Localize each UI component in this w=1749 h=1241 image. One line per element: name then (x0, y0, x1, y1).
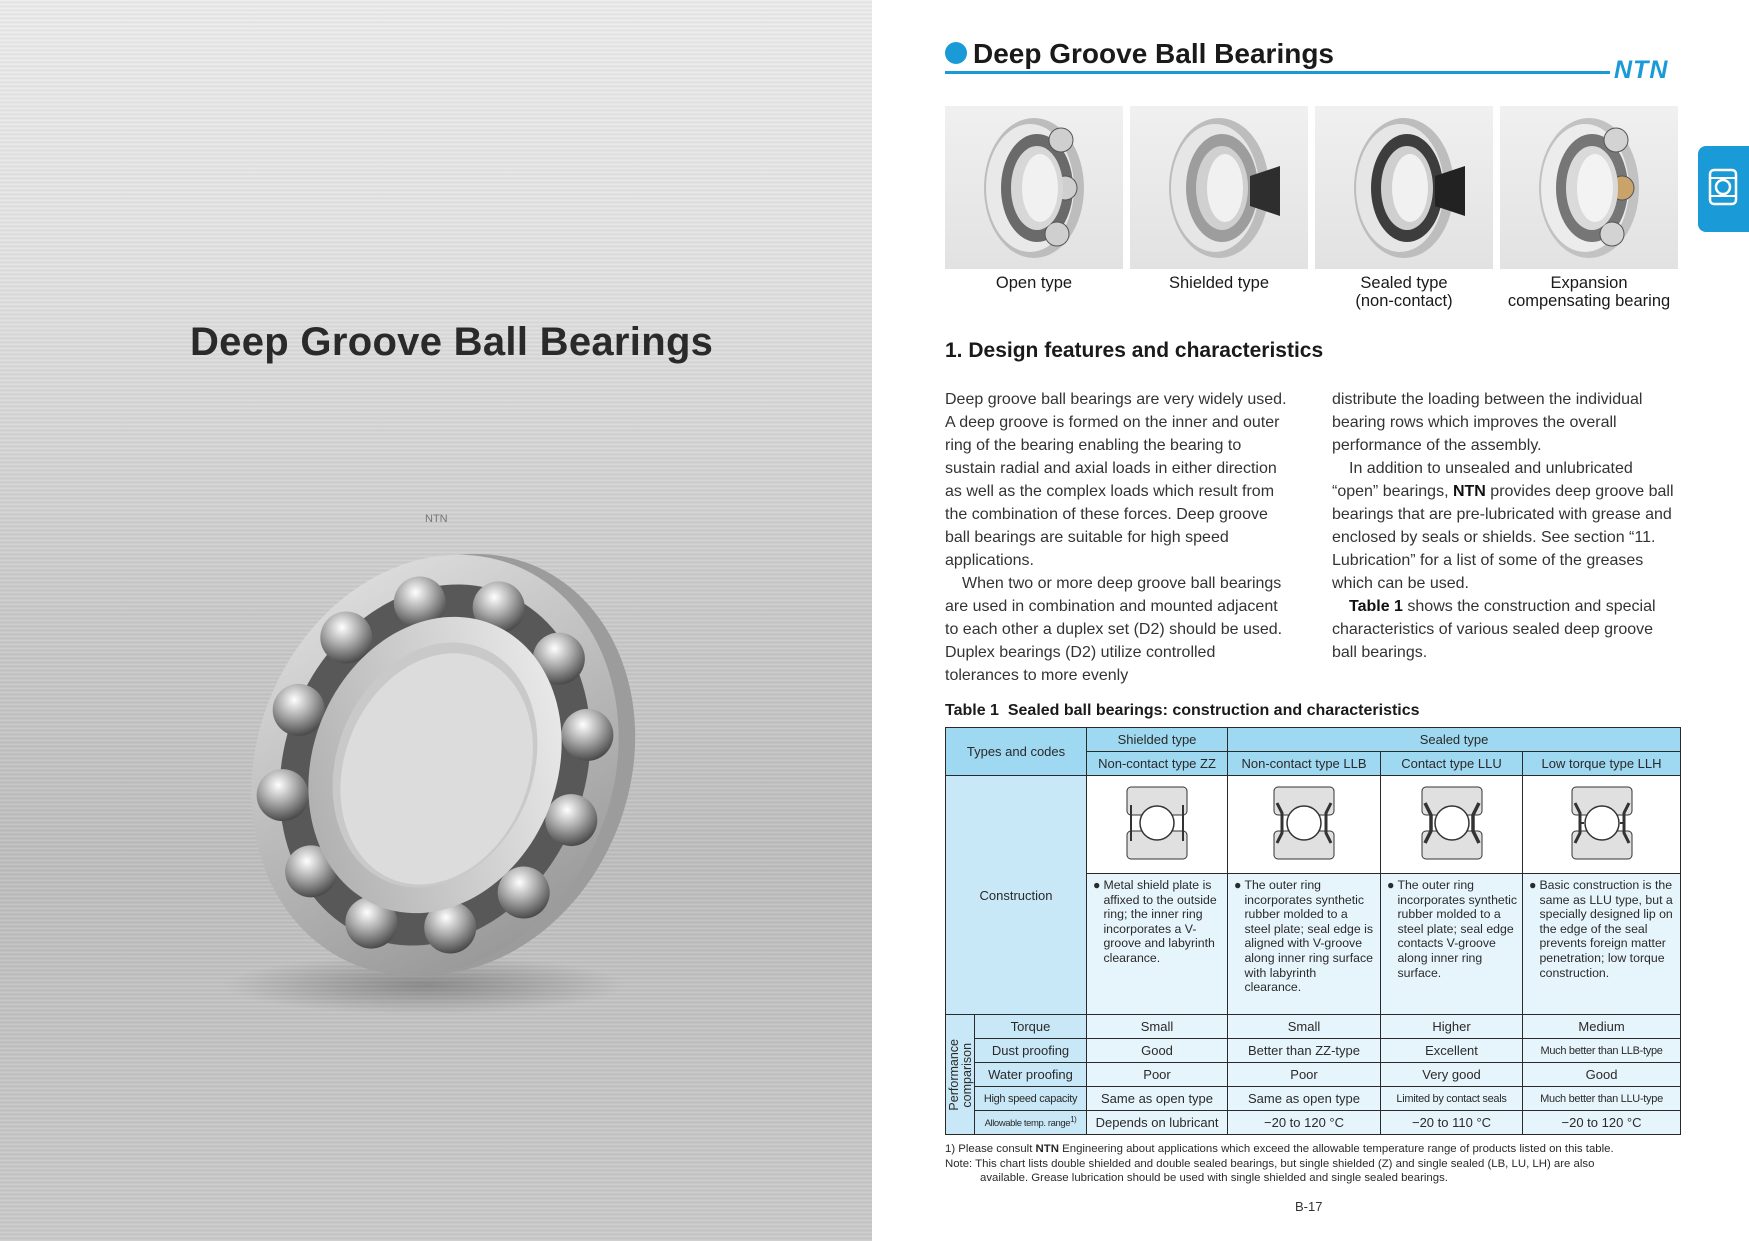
table-row (946, 1039, 1681, 1063)
table-cell: Better than ZZ-type (1228, 1039, 1381, 1063)
table-cell: Same as open type (1228, 1087, 1381, 1111)
bearing-hero-image (220, 510, 660, 1030)
paragraph: Deep groove ball bearings are very widely used. A deep groove is formed on the inner and outer ring of the bearing enabling the bearing to sustain radial and axial loads in either direction as well as the complex loads which result from the combination of these forces. Deep groove ball bearings are suitable for high speed applications. (945, 391, 1287, 569)
construction-diagram-row (946, 776, 1681, 874)
caption-sealed-type: Sealed type (non-contact) (1355, 274, 1453, 310)
bullet-icon: ● (1234, 878, 1242, 892)
table-cell: Poor (1228, 1063, 1381, 1087)
row-label: Torque (975, 1015, 1087, 1039)
open-bearing-icon (945, 106, 1123, 269)
table-cell: Good (1087, 1039, 1228, 1063)
paragraph: distribute the loading between the individual bearing rows which improves the overall performance of the assembly. (1332, 391, 1643, 454)
table-cell: Small (1087, 1015, 1228, 1039)
shielded-type-header: Shielded type (1087, 728, 1228, 752)
llu-section-diagram (1416, 783, 1488, 863)
bearing-tab-icon (1698, 146, 1749, 232)
ntn-logo: NTN (1614, 56, 1669, 84)
page-number: B-17 (1295, 1199, 1323, 1214)
table-cell: Medium (1523, 1015, 1681, 1039)
construction-label: Construction (946, 776, 1087, 1015)
diagram-cell (1228, 776, 1381, 874)
construction-table (945, 727, 1681, 1135)
body-column-left (945, 388, 1290, 687)
table-header-row (946, 728, 1681, 752)
title-rule (945, 71, 1610, 74)
code-llu: Contact type LLU (1381, 752, 1523, 776)
body-column-right (1332, 388, 1677, 664)
footnote-marker: 1) (1070, 1115, 1077, 1125)
expansion-type-photo (1500, 106, 1678, 269)
page-title: Deep Groove Ball Bearings (973, 38, 1335, 69)
table-cell: Much better than LLU-type (1523, 1087, 1681, 1111)
caption-shielded-type: Shielded type (1169, 274, 1269, 292)
cover-title: Deep Groove Ball Bearings (190, 320, 714, 364)
paragraph: Table 1 shows the construction and special characteristics of various sealed deep groove ball bearings. (1332, 598, 1656, 661)
table-row (946, 1015, 1681, 1039)
shielded-bearing-icon (1130, 106, 1308, 269)
bullet-icon: ● (1387, 878, 1395, 892)
construction-desc-zz: ● Metal shield plate is affixed to the outside ring; the inner ring incorporates a V-groove and labyrinth clearance. (1087, 874, 1228, 1015)
sealed-bearing-icon (1315, 106, 1493, 269)
table-row (946, 1111, 1681, 1135)
table-cell: Poor (1087, 1063, 1228, 1087)
caption-expansion-type: Expansion compensating bearing (1507, 274, 1671, 310)
table-row (946, 1063, 1681, 1087)
cover-page (0, 0, 872, 1241)
shielded-type-photo (1130, 106, 1308, 269)
table-cell: Good (1523, 1063, 1681, 1087)
brand-name: NTN (1452, 483, 1486, 500)
brand-name: NTN (1035, 1143, 1059, 1155)
bearing-engraving: NTN (425, 513, 448, 525)
llb-section-diagram (1268, 783, 1340, 863)
diagram-cell (1381, 776, 1523, 874)
footnote-1: 1) Please consult NTN Engineering about applications which exceed the allowable temperature range of products listed on this table. (945, 1143, 1614, 1155)
table-cell: Depends on lubricant (1087, 1111, 1228, 1135)
expansion-bearing-icon (1500, 106, 1678, 269)
sealed-type-header: Sealed type (1228, 728, 1681, 752)
row-label: High speed capacity (975, 1087, 1087, 1111)
table-row (946, 1087, 1681, 1111)
title-bullet (945, 42, 967, 64)
construction-desc-llu: ● The outer ring incorporates synthetic rubber molded to a steel plate; seal edge contacts V-groove along inner ring surface. (1381, 874, 1523, 1015)
table-title: Sealed ball bearings: construction and characteristics (1007, 702, 1420, 719)
footnote-note-continued: available. Grease lubrication should be used with single shielded and single sealed bearings. (980, 1172, 1448, 1184)
construction-desc-llh: ● Basic construction is the same as LLU type, but a specially designed lip on the edge of the seal prevents foreign matter penetration; low torque construction. (1523, 874, 1681, 1015)
table-reference[interactable]: Table 1 (1349, 598, 1403, 615)
code-llh: Low torque type LLH (1523, 752, 1681, 776)
table-cell: Very good (1381, 1063, 1523, 1087)
diagram-cell (1523, 776, 1681, 874)
table-cell: Limited by contact seals (1381, 1087, 1523, 1111)
performance-group-label: Performance comparison (946, 1015, 975, 1135)
table-caption (945, 702, 1420, 720)
types-codes-header: Types and codes (946, 728, 1087, 776)
caption-open-type: Open type (995, 274, 1073, 292)
bullet-icon: ● (1529, 878, 1537, 892)
section-tab[interactable] (1698, 146, 1749, 232)
row-label: Dust proofing (975, 1039, 1087, 1063)
diagram-cell (1087, 776, 1228, 874)
paragraph: In addition to unsealed and unlubricated “open” bearings, NTN provides deep groove ball bearings that are pre-lubricated with grease and enclosed by seals or shields. See section “11. Lubrication” for a list of some of the greases which can be used. (1332, 460, 1674, 592)
table-cell: −20 to 120 °C (1228, 1111, 1381, 1135)
row-label: Water proofing (975, 1063, 1087, 1087)
zz-section-diagram (1121, 783, 1193, 863)
table-cell: Much better than LLB-type (1523, 1039, 1681, 1063)
code-zz: Non-contact type ZZ (1087, 752, 1228, 776)
table-cell: −20 to 110 °C (1381, 1111, 1523, 1135)
table-cell: Small (1228, 1015, 1381, 1039)
open-type-photo (945, 106, 1123, 269)
footnote-note: Note: This chart lists double shielded and double sealed bearings, but single shielded (Z) and single sealed (LB, LU, LH) are also (945, 1158, 1595, 1170)
row-label: Allowable temp. range$^{1)}$ (975, 1111, 1087, 1135)
llh-section-diagram (1566, 783, 1638, 863)
table-cell: Excellent (1381, 1039, 1523, 1063)
code-llb: Non-contact type LLB (1228, 752, 1381, 776)
bullet-icon: ● (1093, 878, 1101, 892)
table-cell: −20 to 120 °C (1523, 1111, 1681, 1135)
section-heading: 1. Design features and characteristics (945, 339, 1324, 362)
paragraph: When two or more deep groove ball bearings are used in combination and mounted adjacent to each other a duplex set (D2) should be used. Duplex bearings (D2) utilize controlled tolerances to more evenly (945, 575, 1283, 684)
table-cell: Same as open type (1087, 1087, 1228, 1111)
sealed-type-photo (1315, 106, 1493, 269)
table-cell: Higher (1381, 1015, 1523, 1039)
table-number: Table 1 (945, 702, 999, 719)
construction-desc-llb: ● The outer ring incorporates synthetic rubber molded to a steel plate; seal edge is aligned with V-groove along inner ring surface with labyrinth clearance. (1228, 874, 1381, 1015)
